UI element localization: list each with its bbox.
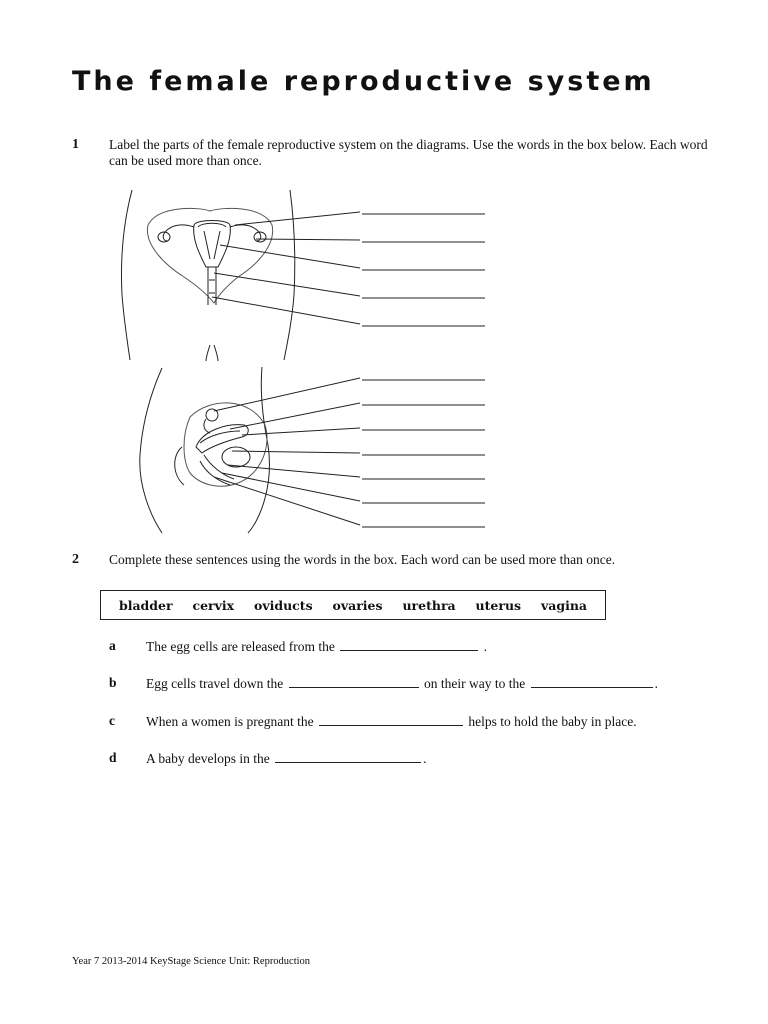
sentence-text: Egg cells travel down the [146,676,284,691]
word-box-item: vagina [540,597,588,613]
sentence-text: The egg cells are released from the [146,639,335,654]
question-2-number: 2 [72,552,79,567]
question-2b-letter: b [109,675,117,690]
answer-blank[interactable] [319,713,463,726]
sentence-text: on their way to the [423,676,526,691]
word-box-item: ovaries [332,597,383,613]
page-title: The female reproductive system [72,66,655,97]
answer-blank[interactable] [289,675,419,688]
question-2d-sentence [146,750,426,767]
word-box-item: urethra [402,597,456,613]
sentence-text: . [654,676,658,691]
question-2a-letter: a [109,638,116,653]
side-view-diagram [140,367,360,533]
answer-blank[interactable] [340,638,478,651]
word-box-item: bladder [118,597,173,613]
sentence-text: helps to hold the baby in place. [468,714,637,729]
sentence-text: When a women is pregnant the [146,714,314,729]
sentence-text: . [483,639,488,654]
question-2d-letter: d [109,750,117,765]
reproductive-system-diagram [110,185,490,535]
question-2a-sentence [146,638,487,655]
question-2c-sentence [146,713,637,730]
question-1-text: Label the parts of the female reproductive system on the diagrams. Use the words in the box below. Each word can be used more than once. [109,137,708,168]
answer-blank[interactable] [275,750,421,763]
question-1-number: 1 [72,137,79,152]
question-2-text: Complete these sentences using the words in the box. Each word can be used more than once. [109,552,616,567]
page-footer: Year 7 2013-2014 KeyStage Science Unit: Reproduction [72,956,311,967]
sentence-text: . [423,751,427,766]
word-box [100,590,606,620]
answer-blank[interactable] [531,675,653,688]
front-view-diagram [121,190,360,361]
sentence-text: A baby develops in the [146,751,270,766]
question-2c-letter: c [109,713,115,728]
word-box-item: cervix [192,597,235,613]
question-2b-sentence [146,675,658,692]
word-box-item: uterus [475,597,522,613]
word-box-item: oviducts [254,597,313,613]
